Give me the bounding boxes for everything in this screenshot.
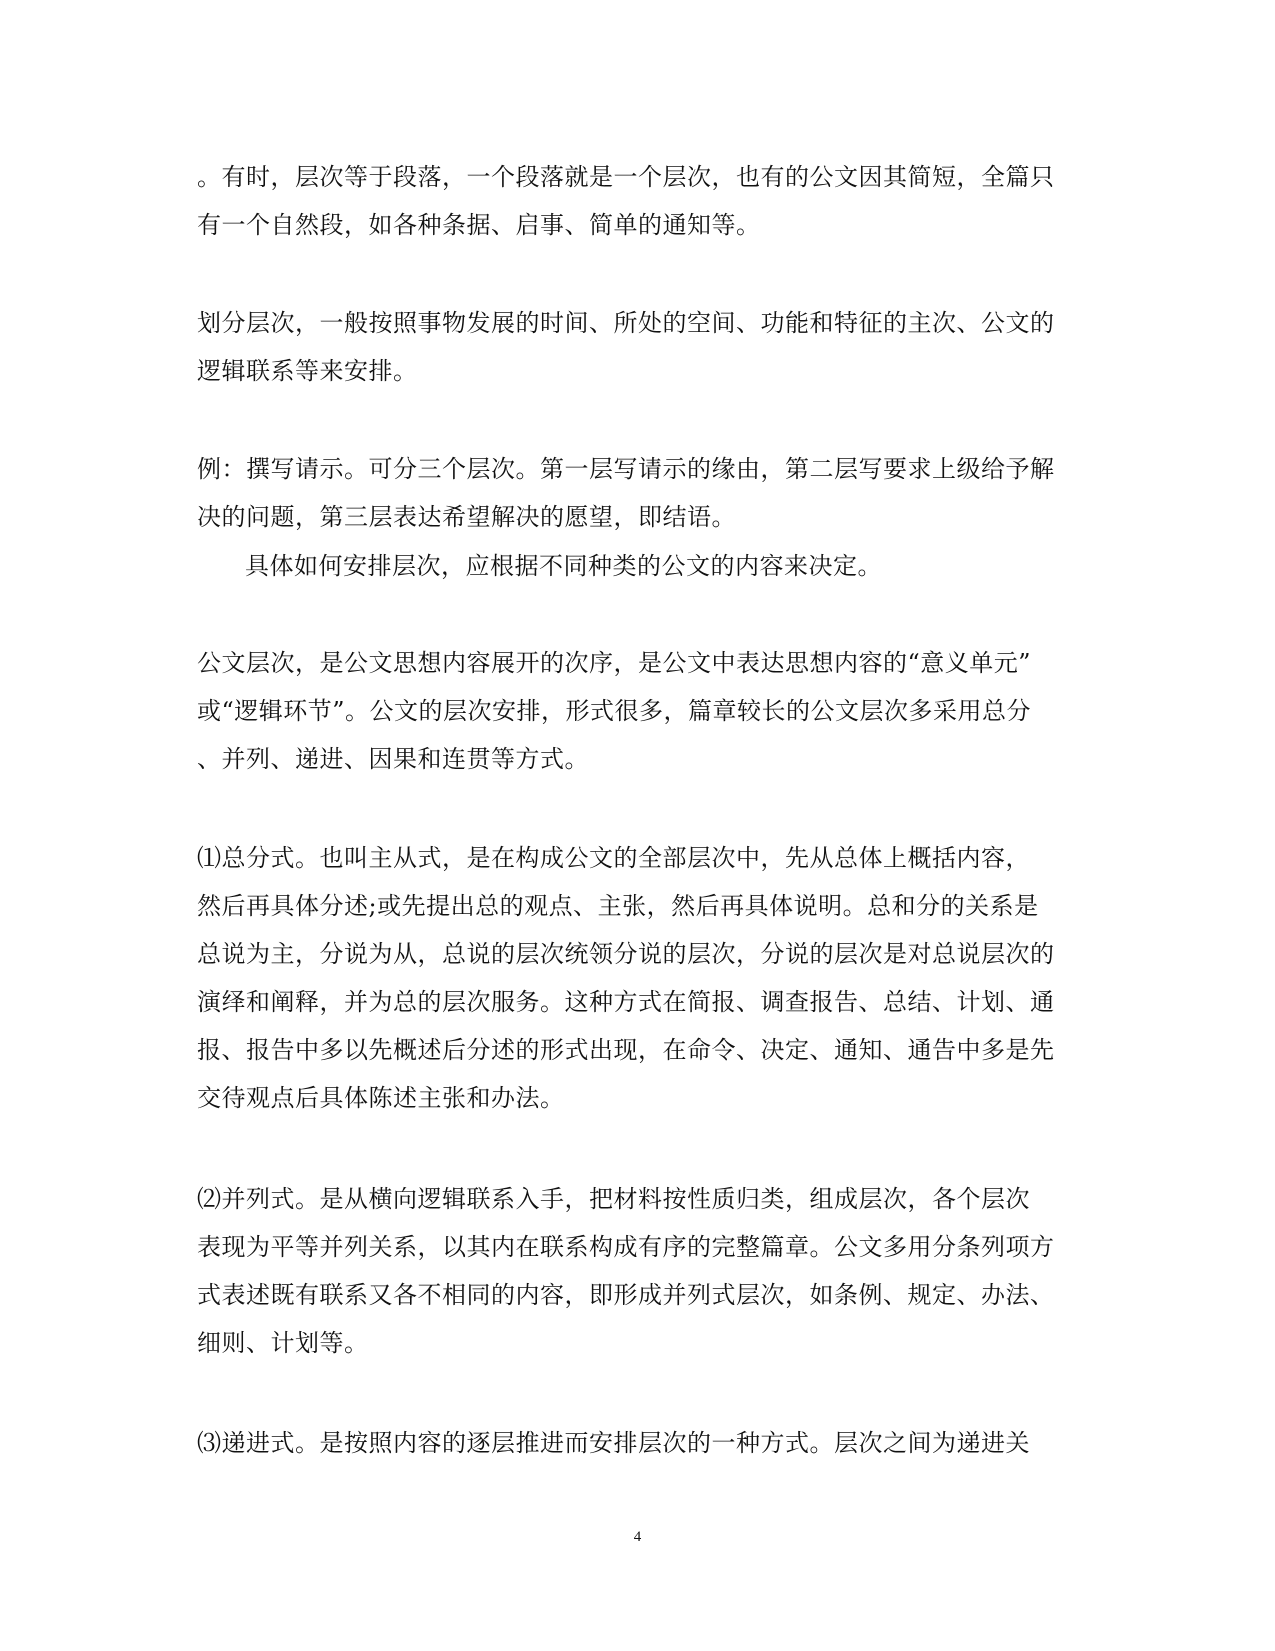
paragraph-general-specific-style: ⑴总分式。也叫主从式，是在构成公文的全部层次中，先从总体上概括内容， 然后再具体分述;或先提出总的观点、主张，然后再具体说明。总和分的关系是 总说为主，分说为从，总说的层次统领分说的层次，分说的层次是对总说层次的 演绎和阐释，并为总的层次服务。这种方式在简报、调查报告、总结、计划、通 报、报告中多以先概述后分述的形式出现，在命令、决定、通知、通告中多是先 交待观点后具体陈述主张和办法。 xyxy=(197,844,1055,1112)
paragraph-example-request: 例：撰写请示。可分三个层次。第一层写请示的缘由，第二层写要求上级给予解 决的问题，第三层表达希望解决的愿望，即结语。 xyxy=(197,455,1055,531)
paragraph-layers-equal-sections: 。有时，层次等于段落，一个段落就是一个层次，也有的公文因其简短，全篇只 有一个自然段，如各种条据、启事、简单的通知等。 xyxy=(197,163,1055,239)
paragraph-parallel-style: ⑵并列式。是从横向逻辑联系入手，把材料按性质归类，组成层次，各个层次 表现为平等并列关系，以其内在联系构成有序的完整篇章。公文多用分条列项方 式表述既有联系又各不相同的内容，即形成并列式层次，如条例、规定、办法、 细则、计划等。 xyxy=(197,1185,1055,1357)
paragraph-progressive-style: ⑶递进式。是按照内容的逐层推进而安排层次的一种方式。层次之间为递进关 xyxy=(197,1429,1030,1457)
paragraph-dividing-layers: 划分层次，一般按照事物发展的时间、所处的空间、功能和特征的主次、公文的 逻辑联系等来安排。 xyxy=(197,309,1055,385)
page-number: 4 xyxy=(633,1529,642,1545)
paragraph-how-to-arrange: 具体如何安排层次，应根据不同种类的公文的内容来决定。 xyxy=(245,552,882,580)
paragraph-document-layers-definition: 公文层次，是公文思想内容展开的次序，是公文中表达思想内容的“意义单元” 或“逻辑环节”。公文的层次安排，形式很多，篇章较长的公文层次多采用总分 、并列、递进、因果和连贯等方式。 xyxy=(197,649,1032,773)
